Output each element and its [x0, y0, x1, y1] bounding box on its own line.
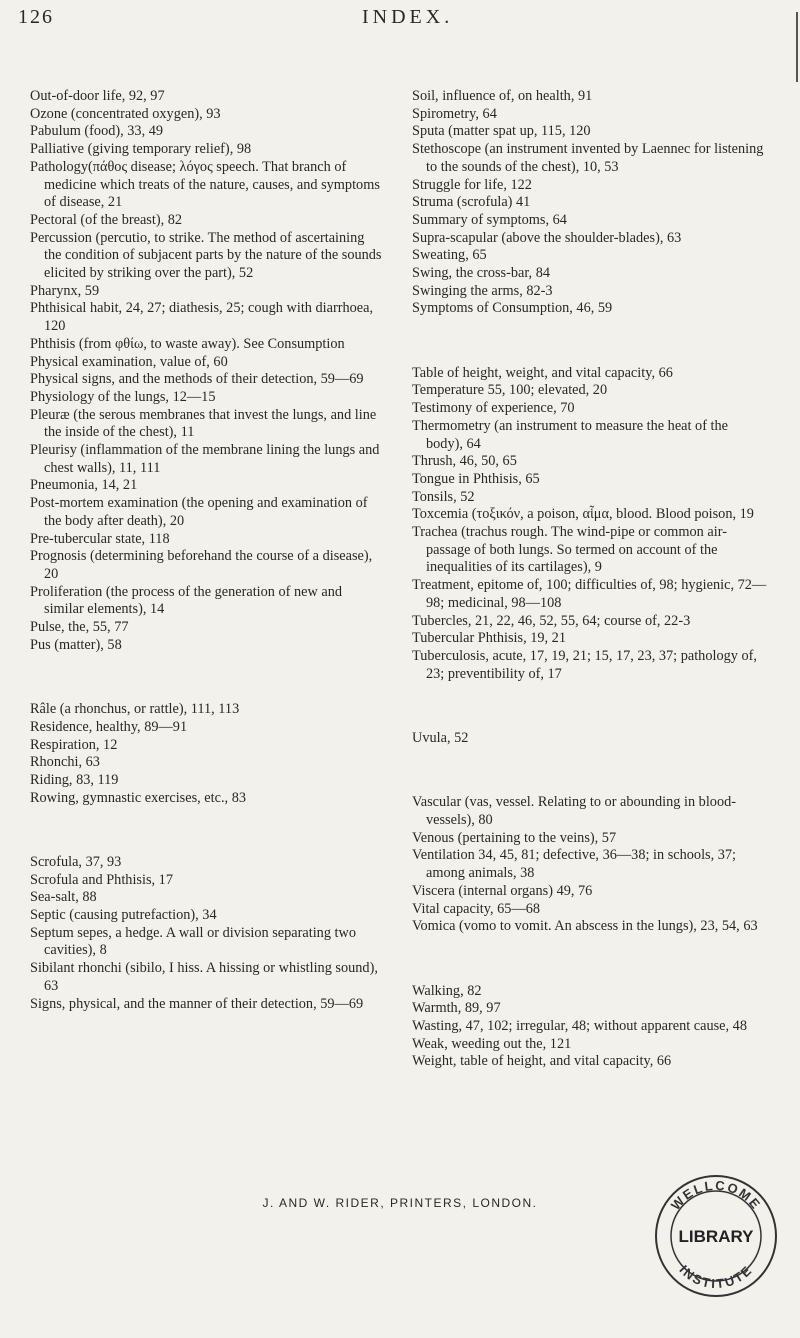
index-entry: Walking, 82 — [412, 982, 482, 999]
section-gap — [30, 822, 385, 840]
index-entry: Signs, physical, and the manner of their detection, 59—69 — [30, 995, 364, 1012]
index-entry: Thrush, 46, 50, 65 — [412, 453, 517, 470]
index-entry: Sputa (matter spat up, 115, 120 — [412, 123, 591, 140]
section-gap — [412, 950, 767, 968]
index-entry: Prognosis (determining beforehand the course of a disease), 20 — [30, 548, 373, 582]
index-entry: Tuberculosis, acute, 17, 19, 21; 15, 17, 23, 37; pathology of, 23; preventibility of, 17 — [412, 647, 757, 682]
index-entry: Scrofula, 37, 93 — [30, 853, 122, 870]
index-entry: Pharynx, 59 — [30, 282, 100, 299]
printer-imprint: J. AND W. RIDER, PRINTERS, LONDON. — [262, 1196, 538, 1210]
index-entry: Scrofula and Phthisis, 17 — [30, 871, 173, 888]
index-entry: Swing, the cross-bar, 84 — [412, 265, 551, 282]
page-number: 126 — [18, 6, 54, 28]
index-entry: Struma (scrofula) 41 — [412, 194, 531, 211]
index-entry: Out-of-door life, 92, 97 — [30, 88, 165, 104]
section-gap — [412, 762, 767, 780]
section-gap — [412, 332, 767, 350]
left-column — [30, 88, 385, 1013]
index-entry: Pneumonia, 14, 21 — [30, 477, 138, 494]
index-entry: Pleuræ (the serous membranes that invest the lungs, and line the inside of the chest), 11 — [30, 406, 377, 441]
index-entry: Sibilant rhonchi (sibilo, I hiss. A hissing or whistling sound), 63 — [30, 960, 378, 994]
index-entry: Physiology of the lungs, 12—15 — [30, 388, 216, 405]
section-gap — [30, 669, 385, 687]
stamp-middle-text: LIBRARY — [678, 1227, 754, 1246]
index-entry: Vomica (vomo to vomit. An abscess in the lungs), 23, 54, 63 — [412, 918, 758, 935]
index-entry: Respiration, 12 — [30, 736, 118, 753]
index-entry: Swinging the arms, 82-3 — [412, 282, 553, 299]
index-entry: Pleurisy (inflammation of the membrane lining the lungs and chest walls), 11, 111 — [30, 442, 380, 476]
index-entry: Vital capacity, 65—68 — [412, 900, 541, 917]
index-entry: Symptoms of Consumption, 46, 59 — [412, 300, 613, 317]
index-entry: Sea-salt, 88 — [30, 889, 97, 906]
index-entry: Residence, healthy, 89—91 — [30, 718, 188, 735]
index-entry: Physical examination, value of, 60 — [30, 353, 228, 370]
svg-text:INSTITUTE — [676, 1262, 755, 1291]
index-entry: Post-mortem examination (the opening and examination of the body after death), 20 — [30, 495, 368, 529]
index-entry: Struggle for life, 122 — [412, 176, 532, 193]
right-column — [412, 88, 767, 1071]
index-entry: Spirometry, 64 — [412, 105, 497, 122]
index-entry: Weak, weeding out the, 121 — [412, 1035, 572, 1052]
index-entry: Summary of symptoms, 64 — [412, 211, 567, 228]
index-entry: Septum sepes, a hedge. A wall or division separating two cavities), 8 — [30, 924, 356, 959]
index-entry: Rowing, gymnastic exercises, etc., 83 — [30, 789, 246, 806]
index-entry: Pre-tubercular state, 118 — [30, 530, 170, 547]
index-entry: Table of height, weight, and vital capacity, 66 — [412, 364, 673, 381]
index-entry: Pathology(πάθος disease; λόγος speech. That branch of medicine which treats of the nature, causes, and symptoms of disease, 21 — [30, 158, 380, 211]
index-entry: Sweating, 65 — [412, 247, 487, 264]
index-entry: Weight, table of height, and vital capacity, 66 — [412, 1053, 672, 1070]
library-stamp — [652, 1172, 780, 1300]
page-edge-rule — [796, 12, 798, 82]
index-entry: Tonsils, 52 — [412, 488, 475, 505]
running-head: INDEX. — [362, 6, 454, 28]
index-entry: Soil, influence of, on health, 91 — [412, 88, 593, 104]
index-entry: Phthisical habit, 24, 27; diathesis, 25; cough with diarrhoea, 120 — [30, 300, 374, 335]
index-entry: Testimony of experience, 70 — [412, 400, 575, 417]
index-entry: Proliferation (the process of the generation of new and similar elements), 14 — [30, 583, 343, 618]
index-entry: Pabulum (food), 33, 49 — [30, 123, 164, 140]
index-entry: Treatment, epitome of, 100; difficulties of, 98; hygienic, 72—98; medicinal, 98—108 — [412, 577, 767, 611]
index-entry: Trachea (trachus rough. The wind-pipe or common air-passage of both lungs. So termed on account of the inequalities of its cartilages), 9 — [412, 524, 727, 576]
stamp-top-text: WELLCOME — [667, 1177, 765, 1213]
index-entry: Temperature 55, 100; elevated, 20 — [412, 382, 608, 399]
stamp-bottom-text: INSTITUTE — [676, 1261, 756, 1292]
index-entry: Septic (causing putrefaction), 34 — [30, 907, 217, 924]
index-entry: Percussion (percutio, to strike. The method of ascertaining the condition of subjacent parts by the nature of the sounds elicited by striking over the part), 52 — [30, 229, 382, 282]
index-entry: Phthisis (from φθίω, to waste away). See Consumption — [30, 335, 345, 352]
index-entry: Vascular (vas, vessel. Relating to or abounding in blood-vessels), 80 — [412, 794, 736, 828]
index-entry: Toxcemia (τοξικόν, a poison, αἷμα, blood. Blood poison, 19 — [412, 506, 754, 523]
index-entry: Pectoral (of the breast), 82 — [30, 211, 183, 228]
index-entry: Tongue in Phthisis, 65 — [412, 470, 540, 487]
section-gap — [412, 698, 767, 716]
index-entry: Stethoscope (an instrument invented by Laennec for listening to the sounds of the chest), 10, 53 — [412, 141, 764, 175]
index-entry: Thermometry (an instrument to measure the heat of the body), 64 — [412, 417, 729, 452]
index-entry: Tubercles, 21, 22, 46, 52, 55, 64; course of, 22-3 — [412, 612, 691, 629]
index-entry: Palliative (giving temporary relief), 98 — [30, 141, 252, 158]
index-columns — [30, 88, 770, 1198]
index-entry: Râle (a rhonchus, or rattle), 111, 113 — [30, 701, 240, 718]
index-entry: Supra-scapular (above the shoulder-blades), 63 — [412, 229, 682, 246]
index-entry: Ozone (concentrated oxygen), 93 — [30, 105, 221, 122]
index-entry: Rhonchi, 63 — [30, 754, 100, 771]
index-entry: Pus (matter), 58 — [30, 636, 122, 653]
index-entry: Pulse, the, 55, 77 — [30, 619, 129, 636]
index-entry: Warmth, 89, 97 — [412, 1000, 501, 1017]
index-entry: Ventilation 34, 45, 81; defective, 36—38; in schools, 37; among animals, 38 — [412, 847, 737, 882]
index-entry: Tubercular Phthisis, 19, 21 — [412, 630, 566, 647]
index-entry: Uvula, 52 — [412, 729, 469, 746]
index-entry: Venous (pertaining to the veins), 57 — [412, 829, 617, 846]
index-entry: Viscera (internal organs) 49, 76 — [412, 882, 593, 899]
svg-text:WELLCOME — [668, 1178, 764, 1213]
index-entry: Wasting, 47, 102; irregular, 48; without apparent cause, 48 — [412, 1017, 747, 1034]
index-entry: Physical signs, and the methods of their detection, 59—69 — [30, 371, 364, 388]
index-entry: Riding, 83, 119 — [30, 771, 119, 788]
